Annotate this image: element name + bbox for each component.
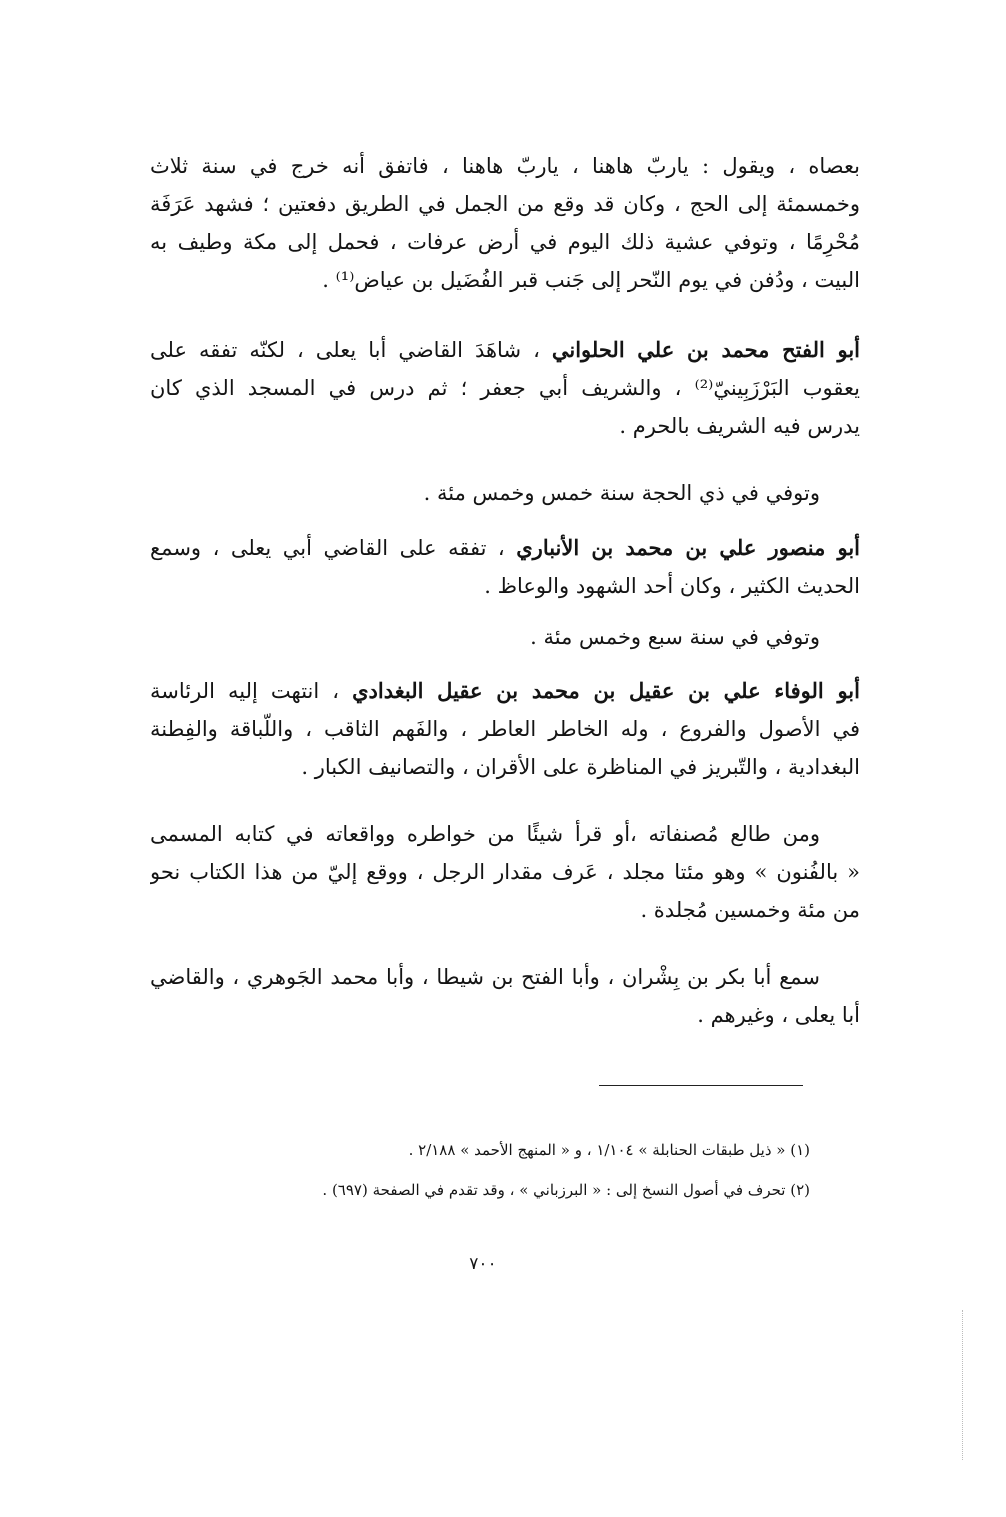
text-line: مُحْرِمًا ، وتوفي عشية ذلك اليوم في أرض عرفات ، فحمل إلى مكة وطيف به xyxy=(150,230,860,254)
paragraph-halwani xyxy=(150,331,860,445)
text-line: « بالفُنون » وهو مئتا مجلد ، عَرف مقدار الرجل ، ووقع إليّ من هذا الكتاب نحو xyxy=(150,860,860,884)
paragraph-funun xyxy=(150,815,860,929)
page-number: ٧٠٠ xyxy=(469,1254,497,1274)
paragraph-teachers xyxy=(150,958,860,1034)
text-line: من مئة وخمسين مُجلدة . xyxy=(640,898,860,922)
text-run: ، تفقه على القاضي أبي يعلى ، وسمع xyxy=(150,536,517,560)
text-line: ومن طالع مُصنفاته ،أو قرأ شيئًا من خواطره وواقعاته في كتابه المسمى xyxy=(150,822,820,846)
text-line: البغدادية ، والتّبريز في المناظرة على الأقران ، والتصانيف الكبار . xyxy=(301,755,860,779)
text-line: أبا يعلى ، وغيرهم . xyxy=(697,1003,860,1027)
footnote-1: (١) « ذيل طبقات الحنابلة » ١/١٠٤ ، و « المنهج الأحمد » ٢/١٨٨ . xyxy=(408,1141,810,1159)
text-line: بعصاه ، ويقول : ياربّ هاهنا ، ياربّ هاهنا ، فاتفق أنه خرج في سنة ثلاث xyxy=(150,154,860,178)
scan-edge-artifact xyxy=(962,1310,963,1460)
paragraph-ibn-aqil xyxy=(150,672,860,786)
text-line: وتوفي في سنة سبع وخمس مئة . xyxy=(530,625,820,649)
paragraph-anbari xyxy=(150,529,860,605)
paragraph-death-note-1 xyxy=(150,474,860,512)
text-run: ، شاهَدَ القاضي أبا يعلى ، لكنّه تفقه على xyxy=(150,338,552,362)
text-line xyxy=(150,331,860,369)
text-line: سمع أبا بكر بن بِشْران ، وأبا الفتح بن شيطا ، وأبا محمد الجَوهري ، والقاضي xyxy=(150,965,820,989)
text-line xyxy=(150,672,860,710)
biography-name: أبو الوفاء علي بن عقيل بن محمد بن عقيل البغدادي xyxy=(352,678,860,703)
text-line xyxy=(150,529,860,567)
text-line: يدرس فيه الشريف بالحرم . xyxy=(619,414,860,438)
text-line: يعقوب البَرْزَبِينيّ⁽²⁾ ، والشريف أبي جعفر ؛ ثم درس في المسجد الذي كان xyxy=(150,376,860,400)
paragraph-1 xyxy=(150,147,860,299)
text-line: في الأصول والفروع ، وله الخاطر العاطر ، والفَهم الثاقب ، واللّباقة والفِطنة xyxy=(150,717,860,741)
text-line: وتوفي في ذي الحجة سنة خمس وخمس مئة . xyxy=(423,481,820,505)
text-line: البيت ، ودُفن في يوم النّحر إلى جَنب قبر الفُضَيل بن عياض⁽¹⁾ . xyxy=(322,268,860,292)
paragraph-death-note-2 xyxy=(150,618,860,656)
text-line: الحديث الكثير ، وكان أحد الشهود والوعاظ . xyxy=(484,574,860,598)
footnote-separator xyxy=(599,1085,803,1086)
footnotes xyxy=(280,1130,810,1210)
biography-name: أبو الفتح محمد بن علي الحلواني xyxy=(551,337,860,362)
footnote-2: (٢) تحرف في أصول النسخ إلى : « البرزباني » ، وقد تقدم في الصفحة (٦٩٧) . xyxy=(322,1181,810,1199)
biography-name: أبو منصور علي بن محمد بن الأنباري xyxy=(516,535,860,560)
text-line: وخمسمئة إلى الحج ، وكان قد وقع من الجمل في الطريق دفعتين ؛ فشهد عَرَفَة xyxy=(150,192,860,216)
text-run: ، انتهت إليه الرئاسة xyxy=(150,679,353,703)
